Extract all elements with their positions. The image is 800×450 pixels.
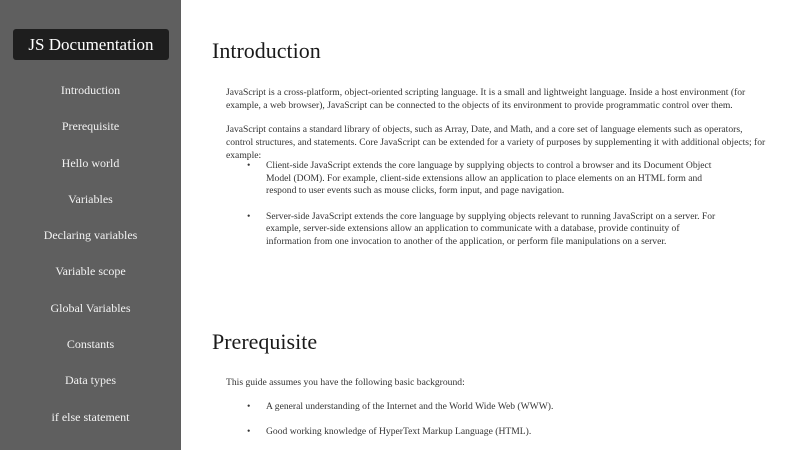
intro-paragraph-2: JavaScript contains a standard library of objects, such as Array, Date, and Math, and a core set of language elements such as operators, control structures, and statements. Core JavaScript can be extended for a variety of purposes by supplementing it with additional objects; for example:	[226, 124, 766, 161]
list-item: • A general understanding of the Internet and the World Wide Web (WWW).	[247, 401, 554, 412]
nav-link-global-variables[interactable]: Global Variables	[50, 300, 131, 315]
bullet-icon: •	[247, 401, 251, 412]
nav-link-introduction[interactable]: Introduction	[60, 83, 121, 97]
nav-link-if-else-statement[interactable]: if else statement	[51, 409, 130, 424]
nav-link-prerequisite[interactable]: Prerequisite	[61, 119, 120, 134]
nav-link-variable-scope[interactable]: Variable scope	[55, 264, 126, 279]
prereq-paragraph-1: This guide assumes you have the following basic background:	[226, 377, 465, 388]
nav-item-introduction	[0, 72, 181, 108]
sidebar-nav	[0, 0, 181, 450]
prereq-bullet-list	[226, 401, 726, 439]
nav-item-global-variables	[0, 290, 181, 326]
nav-link-variables[interactable]: Variables	[68, 191, 113, 206]
nav-item-hello-world	[0, 145, 181, 181]
nav-link-data-types[interactable]: Data types	[65, 373, 116, 388]
nav-item-variable-scope	[0, 253, 181, 289]
nav-link-declaring-variables[interactable]: Declaring variables	[43, 228, 138, 243]
bullet-icon: •	[247, 210, 251, 222]
nav-link-hello-world[interactable]: Hello world	[61, 155, 120, 170]
section-title-introduction: Introduction	[212, 38, 321, 63]
bullet-icon: •	[247, 160, 251, 171]
list-item: • Good working knowledge of HyperText Markup Language (HTML).	[247, 426, 532, 437]
section-title-prerequisite: Prerequisite	[212, 329, 318, 354]
nav-item-cutoff	[0, 435, 181, 450]
nav-item-constants	[0, 326, 181, 362]
nav-item-prerequisite	[0, 108, 181, 144]
nav-item-declaring-variables	[0, 217, 181, 253]
sidebar-title: JS Documentation	[13, 29, 169, 60]
intro-paragraph-1: JavaScript is a cross-platform, object-oriented scripting language. It is a small and lightweight language. Inside a host environment (for example, a web browser), JavaScript can be connected to the objects of its environment to provide programmatic control over them.	[226, 87, 746, 111]
list-item: • Client-side JavaScript extends the core language by supplying objects to control a browser and its Document Object Model (DOM). For example, client-side extensions allow an application to place elements on an HTML form and respond to user events such as mouse clicks, form input, and page navigation.	[247, 160, 712, 196]
nav-item-variables	[0, 181, 181, 217]
nav-link-constants[interactable]: Constants	[66, 337, 115, 352]
nav-list	[0, 72, 181, 450]
list-item: • Server-side JavaScript extends the core language by supplying objects relevant to running JavaScript on a server. For example, server-side extensions allow an application to communicate with a database, provide continuity of information from one invocation to another of the application, or perform file manipulations on a server.	[247, 210, 716, 247]
nav-item-if-else-statement	[0, 399, 181, 435]
bullet-icon: •	[247, 426, 251, 437]
nav-item-data-types	[0, 362, 181, 398]
intro-bullet-list	[226, 160, 726, 248]
